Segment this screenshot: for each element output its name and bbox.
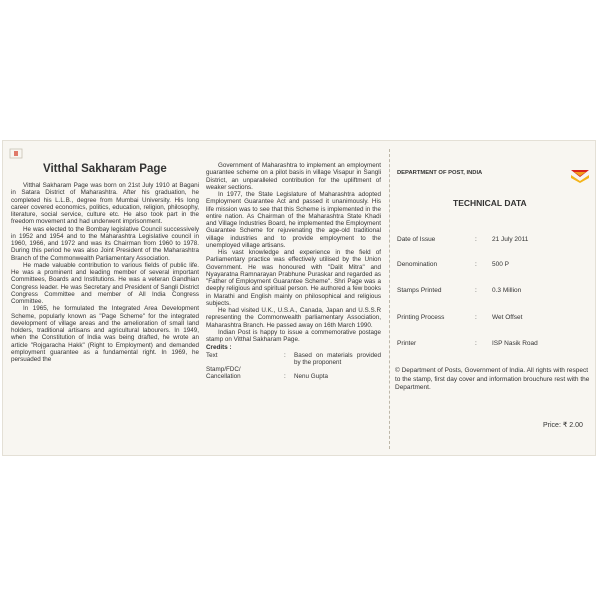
tech-value: Wet Offset bbox=[492, 314, 523, 321]
credits-value: Nenu Gupta bbox=[294, 373, 328, 381]
credits-row-cancellation bbox=[206, 373, 381, 380]
tech-label: Date of Issue bbox=[397, 236, 436, 243]
tech-separator: : bbox=[475, 261, 477, 268]
credits-separator bbox=[284, 366, 294, 373]
credits-label: Text bbox=[206, 351, 218, 359]
tech-separator: : bbox=[475, 340, 477, 347]
fold-divider bbox=[389, 149, 390, 449]
tech-label: Printer bbox=[397, 340, 417, 347]
stamp-brochure bbox=[2, 140, 596, 456]
credits-row-stamp bbox=[206, 366, 381, 373]
tech-separator: : bbox=[475, 236, 477, 243]
biography-column-middle bbox=[206, 162, 381, 381]
price-label: Price: ₹ 2.00 bbox=[543, 422, 583, 429]
credits-label: Cancellation bbox=[206, 373, 241, 381]
bio-paragraph-1: Vitthal Sakharam Page was born on 21st July 1910 at Bagani in Satara District of Maharashtra. After his graduation, he completed his L.L.B., degree from Mumbai University. His long career covered economics, politics, education, religion, philosophy, literature, social service, culture etc. He also took part in the freedom movement and had underwent imprisonment. bbox=[11, 182, 199, 226]
tech-value: ISP Nasik Road bbox=[492, 340, 538, 347]
page-title: Vitthal Sakharam Page bbox=[43, 163, 167, 175]
copyright-notice: © Department of Posts, Government of India. All rights with respect to the stamp, first day cover and information brouchure rest with the Department. bbox=[395, 367, 590, 391]
credits-separator: : bbox=[284, 373, 286, 381]
tech-separator: : bbox=[475, 314, 477, 321]
emblem-icon bbox=[9, 147, 23, 159]
tech-label: Printing Process bbox=[397, 314, 445, 321]
tech-value: 0.3 Million bbox=[492, 287, 522, 294]
biography-column-left bbox=[11, 182, 199, 363]
credits-value bbox=[294, 366, 381, 373]
bio-paragraph-5: Government of Maharashtra to implement an employment guarantee scheme on a pilot basis in village Visapur in Sangli District, an unparalleled contribution for the upliftment of weaker sections. bbox=[206, 162, 381, 191]
technical-data-heading: TECHNICAL DATA bbox=[453, 198, 527, 208]
bio-paragraph-7: His vast knowledge and experience in the field of Parliamentary practice was effectively utilised by the Union Government. He was honoured with "Dalit Mitra" and Nyayaratna Ramnarayan Prabhune Puraskar and regarded as "Father of Employment Guarantee Scheme". Shri Page was a deeply religious and spiritual person. He authored a few books in Marathi and English mainly on philosophical and religious subjects. bbox=[206, 249, 381, 307]
tech-value: 500 P bbox=[492, 261, 509, 268]
credits-heading: Credits : bbox=[206, 344, 232, 352]
credits-label: Stamp/FDC/ bbox=[206, 366, 241, 373]
credits-value: Based on materials provided by the proponent bbox=[294, 351, 381, 366]
bio-paragraph-8: He had visited U.K., U.S.A., Canada, Japan and U.S.S.R representing the Commonwealth parliamentary Association, Maharashtra Branch. He passed away on 16th March 1990. bbox=[206, 307, 381, 329]
tech-value: 21 July 2011 bbox=[492, 236, 529, 243]
credits-row-text bbox=[206, 352, 381, 367]
tech-label: Stamps Printed bbox=[397, 287, 442, 294]
tech-label: Denomination bbox=[397, 261, 438, 268]
department-name: DEPARTMENT OF POST, INDIA bbox=[397, 170, 483, 176]
india-post-logo-icon bbox=[570, 167, 590, 183]
credits-separator: : bbox=[284, 351, 286, 359]
bio-paragraph-9: Indian Post is happy to issue a commemorative postage stamp on Vitthal Sakharam Page. bbox=[206, 328, 381, 343]
bio-paragraph-2: He was elected to the Bombay legislative Council successively in 1952 and 1954 and to the Maharashtra Legislative council in 1960, 1966, and 1972 and was its Chairman from 1960 to 1978. During this period he was also Joint President of the Maharashtra Branch of the Commonwealth Parliamentary Association. bbox=[11, 225, 199, 262]
bio-paragraph-3: He made valuable contribution to various fields of public life. He was a prominent and leading member of several important Committees, Boards and Institutions. He was a veteran Gandhian Congress leader. He was Secretary and President of Sangli District Congress Committee and member of All India Congress Committee. bbox=[11, 261, 199, 305]
tech-separator: : bbox=[475, 287, 477, 294]
bio-paragraph-4: In 1965, he formulated the Integrated Area Development Scheme, popularly known as "Page Scheme" for the integrated development of village areas and the amelioration of small land holders, traditional artisans and agricultural labourers. In 1949, when the Constitution of India was being drafted, he wrote an article "Rojgaracha Hakk" (Right to Employment) and demanded employment guarantee as a fundamental right. In 1969, he persuaded the bbox=[11, 305, 199, 363]
bio-paragraph-6: In 1977, the State Legislature of Maharashtra adopted Employment Guarantee Act and passed it unanimously. His life mission was to see that this Scheme is implemented in the entire nation. As Chairman of the Maharashtra State Khadi and Village Industries Board, he implemented the Employment Guarantee Scheme for rejuvenating the age-old traditional village industries and to provide employment to the unemployed village artisans. bbox=[206, 191, 381, 249]
technical-panel bbox=[395, 141, 593, 457]
